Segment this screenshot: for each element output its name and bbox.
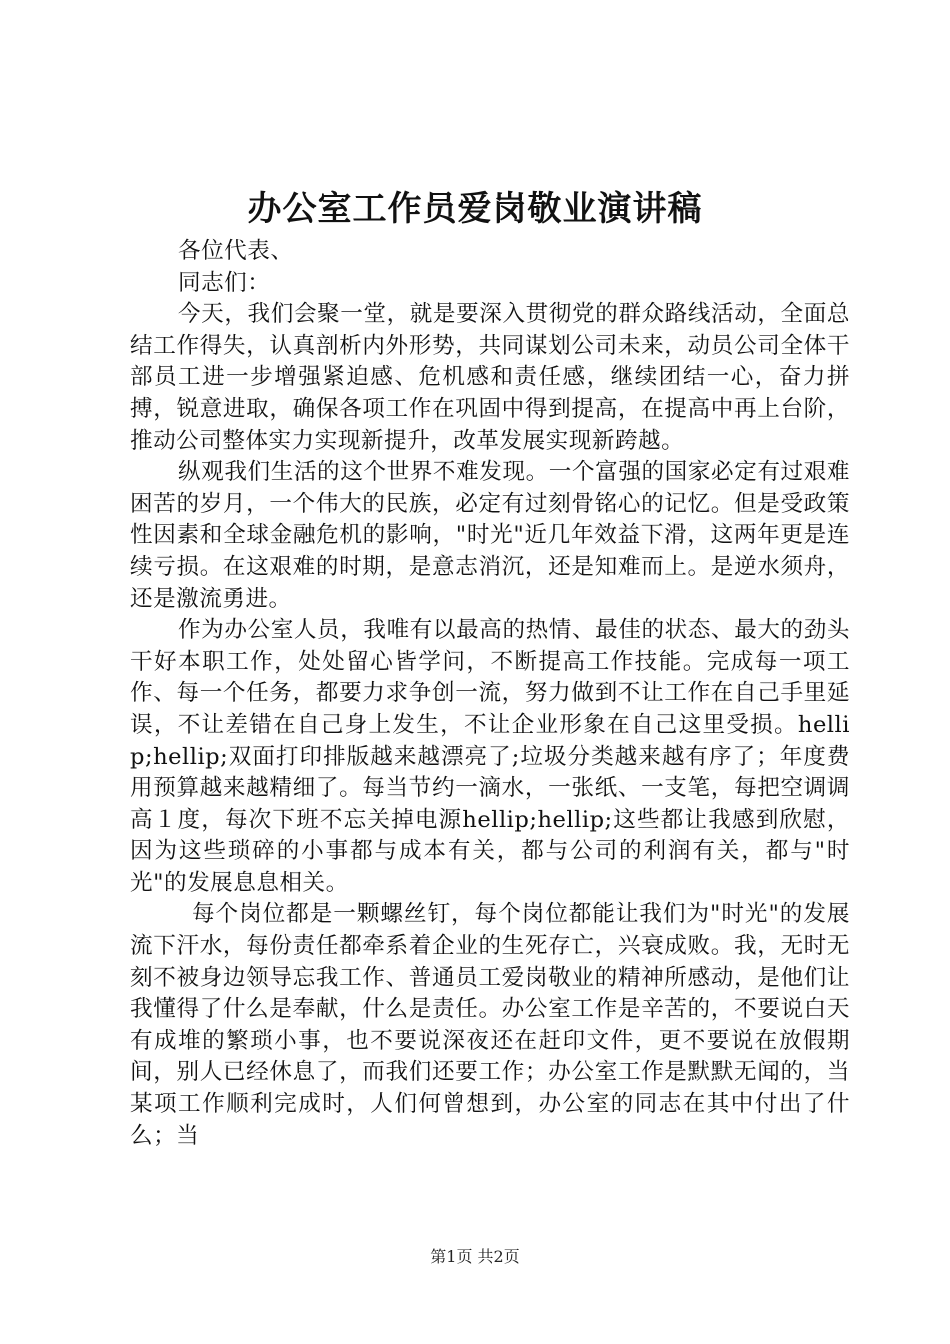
body-paragraph: 纵观我们生活的这个世界不难发现。一个富强的国家必定有过艰难困苦的岁月，一个伟大的民族，必定有过刻骨铭心的记忆。但是受政策性因素和全球金融危机的影响，"时光"近几年效益下滑，这两年更是连续亏损。在这艰难的时期，是意志消沉，还是知难而上。是逆水须舟，还是激流勇进。: [130, 459, 850, 612]
page-number-footer: 第1页 共2页: [430, 1247, 520, 1266]
document-body: [130, 236, 850, 1152]
salutation-line: 同志们：: [178, 269, 271, 296]
body-paragraph: 今天，我们会聚一堂，就是要深入贯彻党的群众路线活动，全面总结工作得失，认真剖析内外形势，共同谋划公司未来，动员公司全体干部员工进一步增强紧迫感、危机感和责任感，继续团结一心，奋力拼搏，锐意进取，确保各项工作在巩固中得到提高，在提高中再上台阶，推动公司整体实力实现新提升，改革发展实现新跨越。: [130, 301, 850, 454]
salutation-line: 各位代表、: [178, 238, 294, 264]
body-paragraph: 每个岗位都是一颗螺丝钉，每个岗位都能让我们为"时光"的发展流下汗水，每份责任都牵系着企业的生死存亡，兴衰成败。我，无时无刻不被身边领导忘我工作、普通员工爱岗敬业的精神所感动，是他们让我懂得了什么是奉献，什么是责任。办公室工作是辛苦的，不要说白天有成堆的繁琐小事，也不要说深夜还在赶印文件，更不要说在放假期间，别人已经休息了，而我们还要工作；办公室工作是默默无闻的，当某项工作顺利完成时，人们何曾想到，办公室的同志在其中付出了什么；当: [130, 901, 850, 1149]
document-title: 办公室工作员爱岗敬业演讲稿: [247, 189, 703, 229]
body-paragraph: 作为办公室人员，我唯有以最高的热情、最佳的状态、最大的劲头干好本职工作，处处留心皆学问，不断提高工作技能。完成每一项工作、每一个任务，都要力求争创一流，努力做到不让工作在自己手里延误，不让差错在自己身上发生，不让企业形象在自己这里受损。hellip;hellip;双面打印排版越来越漂亮了;垃圾分类越来越有序了；年度费用预算越来越精细了。每当节约一滴水，一张纸、一支笔，每把空调调高１度，每次下班不忘关掉电源hellip;hellip;这些都让我感到欣慰，因为这些琐碎的小事都与成本有关，都与公司的利润有关，都与"时光"的发展息息相关。: [130, 617, 850, 896]
